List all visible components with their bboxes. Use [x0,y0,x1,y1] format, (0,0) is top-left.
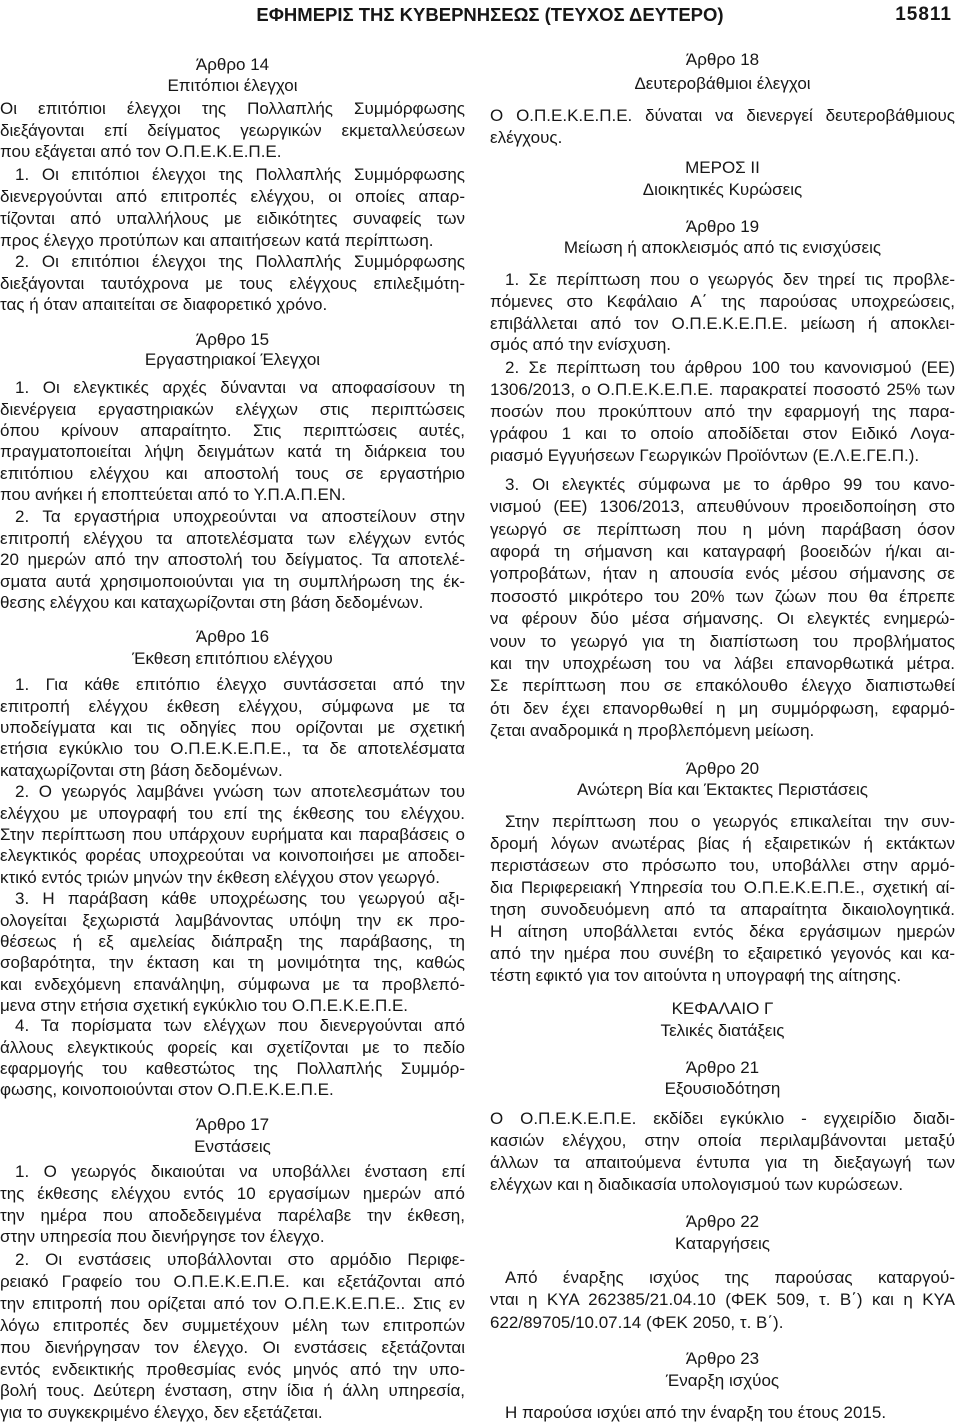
paragraph-line: 20 ημερών από την αποστολή του δείγματος. Τα αποτελέ- [0,550,465,570]
paragraph-line: 2. Οι επιτόπιοι έλεγχοι της Πολλαπλής Συμμόρφωσης [15,252,465,272]
paragraph [0,781,465,888]
paragraph-line: 1306/2013, ο Ο.Π.Ε.Κ.Ε.Π.Ε. παρακρατεί ποσοστό 25% των [490,380,955,399]
heading-title: Καταργήσεις [675,1234,770,1253]
paragraph-line: της έκθεσης ελέγχου εντός 10 εργασίμων ημερών από [0,1183,465,1203]
paragraph [490,1402,955,1424]
paragraph-line: Οι επιτόπιοι έλεγχοι της Πολλαπλής Συμμόρφωσης [0,99,465,119]
paragraph-line: Η αίτηση υποβάλλεται εντός δέκα εργάσιμων ημερών [490,922,955,941]
paragraph [490,1267,955,1335]
paragraph-line: 1. Οι ελεγκτικές αρχές δύνανται να αποφασίσουν τη [15,378,465,398]
paragraph-line: σματα αυτά χρησιμοποιούνται για τη συμπλήρωση της έκ- [0,571,465,591]
paragraph-line: λόγω επιτροπές δεν συμμετέχουν μέλη των επιτροπών [0,1315,465,1335]
gazette-title: ΕΦΗΜΕΡΙΣ ΤΗΣ ΚΥΒΕΡΝΗΣΕΩΣ (ΤΕΥΧΟΣ ΔΕΥΤΕΡΟ) [256,4,724,25]
paragraph-line: πόμενες στο Κεφάλαιο Α΄ της παρούσας υποχρεώσεις, [490,291,955,311]
paragraph-line: προς έλεγχο προτύπων και απαιτήσεων κατά περίπτωση. [0,231,434,250]
section-heading [490,216,955,258]
paragraph-line: Η παρούσα ισχύει από την έναρξη του έτους 2015. [505,1403,887,1422]
paragraph-line: Ο Ο.Π.Ε.Κ.Ε.Π.Ε. δύναται να διενεργεί δευτεροβάθμιους [490,106,955,125]
paragraph-line: ριασμό Εγγυήσεων Γεωργικών Προϊόντων (Ε.Λ.Ε.ΓΕ.Π.). [490,446,920,465]
paragraph-line: 2. Ο γεωργός λαμβάνει γνώση των αποτελεσμάτων του [15,782,465,802]
paragraph-line: εντός ενδεικτικής προθεσμίας ενός μηνός από την υπο- [0,1359,465,1379]
paragraph-line: 1. Σε περίπτωση που ο γεωργός δεν τηρεί τις προβλε- [505,270,955,290]
paragraph-line: όπου κρίνουν απαραίτητο. Στις περιπτώσεις αυτές, [0,421,465,441]
paragraph-line: δρομή λόγων ανωτέρας βίας ή εξαιρετικών ή εκτάκτων [490,834,955,853]
paragraph-line: 622/89705/10.07.14 (ΦΕΚ 2050, τ. Β΄). [490,1312,784,1332]
heading-number: Άρθρο 18 [685,50,760,69]
paragraph-line: περιστάσεων στο πρόσωπο του, υποβάλλει στην αρμό- [490,856,955,875]
paragraph [0,506,465,614]
paragraph-line: άλλων τα απαιτούμενα έντυπα για τη διεξαγωγή των [490,1153,955,1172]
paragraph-line: σοβαρότητα, την έκταση και τη μονιμότητα της, καθώς [0,953,465,973]
heading-number: ΜΕΡΟΣ ΙΙ [685,158,760,177]
paragraph-line: άλλους ελεγκτικούς φορείς και σχετίζονται με το πεδίο [0,1037,465,1057]
paragraph [490,811,955,987]
paragraph-line: ετήσια εγκύκλιο του Ο.Π.Ε.Κ.Ε.Π.Ε., τα δε αποτελέσματα [0,739,465,759]
heading-title: Έναρξη ισχύος [665,1371,780,1390]
heading-title: Δευτεροβάθμιοι έλεγχοι [634,74,811,93]
section-heading [490,48,955,96]
paragraph-line: και την υποχρέωση του να λάβει επανορθωτικά μέτρα. [490,653,955,673]
paragraph [490,1108,955,1196]
paragraph-line: που ανήκει ή εποπτεύεται από το Υ.Π.Α.Π.ΕΝ. [0,485,346,505]
paragraph-line: νισμού (ΕΕ) 1306/2013, απευθύνουν προειδοποίηση στο [490,497,955,517]
paragraph-line: τηση συνοδευόμενη από τα απαραίτητα δικαιολογητικά. [490,900,955,919]
heading-title: Έκθεση επιτόπιου ελέγχου [132,649,333,668]
paragraph [0,888,465,1016]
paragraph-line: ελέγχους. [490,128,563,147]
paragraph-line: ζεται αναδρομικά η προβλεπόμενη μείωση. [490,721,815,741]
paragraph-line: ελέγχων και η διαδικασία υπολογισμού των κυρώσεων. [490,1175,904,1194]
paragraph-line: κασιών ελέγχου, στην οποία περιλαμβάνονται μεταξύ [490,1131,955,1150]
heading-number: Άρθρο 23 [685,1349,760,1368]
paragraph-line: ποσών που προκύπτουν από την εφαρμογή της παρα- [490,402,955,421]
paragraph-line: ποσοστό μικρότερο του 20% των ζώων που θα έπρεπε [490,586,955,606]
paragraph-line: γοπροβάτων, ήταν η απουσία ενός μέσου σήμανσης σε [490,564,955,584]
paragraph-line: για το συγκεκριμένο έλεγχο, δεν εξετάζεται. [0,1403,323,1423]
paragraph-line: τέστη εφικτό για τον αιτούντα η υπογραφή της αίτησης. [490,966,902,985]
paragraph [0,1249,465,1424]
heading-title: Μείωση ή αποκλεισμός από τις ενισχύσεις [563,237,882,257]
paragraph-line: 1. Οι επιτόπιοι έλεγχοι της Πολλαπλής Συμμόρφωσης [15,165,465,184]
paragraph-line: επιτόπιου ελέγχου και αποστολή τους σε εργαστήριο [0,463,465,483]
paragraph-line: Στην περίπτωση που υπάρχουν ευρήματα και παραβάσεις ο [0,825,465,845]
paragraph-line: 2. Τα εργαστήρια υποχρεούνται να αποστείλουν στην [15,507,465,527]
paragraph [490,269,955,356]
paragraph-line: στην υπηρεσία που διενήργησε τον έλεγχο. [0,1227,325,1247]
paragraph-line: νται η ΚΥΑ 262385/21.04.10 (ΦΕΚ 509, τ. Β΄) και η ΚΥΑ [490,1290,955,1310]
section-heading [0,54,465,96]
paragraph-line: διενέργεια εργαστηριακών ελέγχων στις περιπτώσεις [0,399,465,419]
paragraph-line: υποδείγματα και τις οδηγίες που ορίζονται με σχετική [0,718,465,738]
paragraph [0,164,465,252]
heading-title: Επιτόπιοι έλεγχοι [167,75,298,95]
paragraph-line: εφαρμογής του καθεστώτος της Πολλαπλής Συμμόρ- [0,1059,465,1079]
paragraph-line: κτικό εντός τριών μηνών την έκθεση ελέγχου στον γεωργό. [0,867,440,887]
paragraph-line: ρειακό Γραφείο του Ο.Π.Ε.Κ.Ε.Π.Ε. και εξετάζονται από [0,1271,465,1291]
paragraph-line: ελέγχου με υπογραφή του επί της έκθεσης του ελέγχου. [0,803,465,823]
paragraph [0,98,465,163]
paragraph-line: φωσης, κοινοποιούνται στον Ο.Π.Ε.Κ.Ε.Π.Ε. [0,1080,334,1100]
heading-title: Εξουσιοδότηση [664,1078,781,1098]
heading-number: Άρθρο 16 [195,627,270,646]
paragraph-line: 1. Για κάθε επιτόπιο έλεγχο συντάσσεται από την [15,675,465,695]
paragraph-line: βολή τους. Δεύτερη ένσταση, στην ίδια ή άλλη υπηρεσία, [0,1381,465,1401]
paragraph-line: ότι δεν έχει επανορθωθεί η μη συμμόρφωση, εφαρμό- [490,698,955,718]
section-heading [490,998,955,1042]
paragraph-line: θέσεως ή εξ αμελείας διάπραξη της παράβασης, τη [0,932,465,952]
paragraph-line: θεσης ελέγχου και καταχωρίζονται στη βάση δεδομένων. [0,593,424,613]
paragraph-line: από την ημέρα που συνέβη το εξαιρετικό γεγονός και κα- [490,944,955,963]
heading-title: Ανώτερη Βία και Έκτακτες Περιστάσεις [577,779,868,799]
heading-number: ΚΕΦΑΛΑΙΟ Γ [671,999,774,1018]
paragraph-line: επιτροπή ελέγχου τα αποτελέσματα των ελέγχων εντός [0,528,465,548]
heading-number: Άρθρο 14 [195,54,270,74]
paragraph [0,1161,465,1248]
heading-title: Ενστάσεις [194,1137,271,1156]
heading-title: Διοικητικές Κυρώσεις [642,180,803,199]
paragraph [0,1015,465,1101]
section-heading [490,758,955,800]
paragraph [490,105,955,149]
heading-number: Άρθρο 21 [685,1057,760,1077]
section-heading [0,1114,465,1158]
paragraph-line: και ενδεχόμενη επανάληψη, σύμφωνα με τα προβλεπό- [0,974,465,994]
section-heading [490,1211,955,1255]
paragraph-line: Σε περίπτωση που σε επακόλουθο έλεγχο διαπιστωθεί [490,676,955,696]
paragraph-line: πραγματοποιείται λήψη δειγμάτων κατά τη διάρκεια του [0,442,465,462]
paragraph [490,474,955,743]
paragraph [0,377,465,505]
heading-number: Άρθρο 22 [685,1212,760,1231]
paragraph-line: νουν το γεωργό για τη διαπίστωση του προβλήματος [490,631,955,651]
paragraph-line: 3. Οι ελεγκτές σύμφωνα με το άρθρο 99 του κανο- [505,474,955,494]
paragraph-line: Στην περίπτωση που ο γεωργός επικαλείται την συν- [505,812,955,831]
paragraph-line: τίζονται από υπαλλήλους με ειδικότητες συναφείς των [0,209,465,228]
section-heading [490,1057,955,1099]
paragraph [490,357,955,467]
paragraph-line: Ο Ο.Π.Ε.Κ.Ε.Π.Ε. εκδίδει εγκύκλιο - εγχειρίδιο διαδι- [490,1109,955,1128]
section-heading [0,330,465,371]
heading-title: Τελικές διατάξεις [660,1021,785,1040]
paragraph-line: που εξάγεται από τον Ο.Π.Ε.Κ.Ε.Π.Ε. [0,142,282,162]
section-heading [490,1348,955,1392]
paragraph [0,251,465,316]
heading-number: Άρθρο 20 [685,758,760,778]
paragraph-line: ελεγκτικός φορέας υποχρεούται να κοινοποιήσει με αποδει- [0,846,465,866]
paragraph-line: να φέρουν δύο μέσα σήμανσης. Οι ελεγκτές ενημερώ- [490,609,955,629]
heading-title: Εργαστηριακοί Έλεγχοι [144,350,321,370]
right-column [490,0,955,1425]
paragraph-line: που διενήργησαν τον έλεγχο. Οι ενστάσεις εξετάζονται [0,1337,465,1357]
paragraph-line: διεξάγονται ταυτόχρονα με τους ελέγχους επιλεξιμότη- [0,273,465,293]
paragraph-line: διενεργούνται από επιτροπές ελέγχου, οι οποίες απαρ- [0,187,465,206]
heading-number: Άρθρο 15 [195,329,270,349]
heading-number: Άρθρο 19 [685,216,760,236]
paragraph-line: 4. Τα πορίσματα των ελέγχων που διενεργούνται από [15,1016,465,1036]
paragraph-line: μενα στην ετήσια σχετική εγκύκλιο του Ο.Π.Ε.Κ.Ε.Π.Ε. [0,996,409,1016]
paragraph-line: 2. Σε περίπτωση του άρθρου 100 του κανονισμού (ΕΕ) [505,358,955,377]
paragraph-line: 1. Ο γεωργός δικαιούται να υποβάλλει ένσταση επί [15,1162,465,1182]
left-column [0,0,465,1425]
paragraph-line: Από έναρξης ισχύος της παρούσας καταργού- [505,1267,955,1287]
section-heading [0,626,465,670]
paragraph-line: την επιτροπή που ορίζεται από τον Ο.Π.Ε.Κ.Ε.Π.Ε.. Στις εν [0,1293,465,1313]
paragraph-line: σμός από την ενίσχυση. [490,335,672,355]
paragraph-line: 2. Οι ενστάσεις υποβάλλονται στο αρμόδιο Περιφε- [15,1250,465,1270]
paragraph-line: τας ή όταν απαιτείται σε διαφορετικό χρόνο. [0,295,328,315]
paragraph-line: γεωργό σε περίπτωση που η μόνη παράβαση όσον [490,519,955,539]
paragraph-line: επιτροπή ελέγχου έκθεση ελέγχου, σύμφωνα με τα [0,696,465,716]
paragraph-line: διεξάγονται επί δείγματος γεωργικών εκμεταλλεύσεων [0,120,465,140]
paragraph [0,674,465,781]
paragraph-line: επιβάλλεται από τον Ο.Π.Ε.Κ.Ε.Π.Ε. μείωση ή αποκλει- [490,313,955,333]
paragraph-line: δια Περιφερειακή Υπηρεσία του Ο.Π.Ε.Κ.Ε.Π.Ε., σχετική αί- [490,878,955,897]
heading-number: Άρθρο 17 [195,1115,270,1134]
paragraph-line: γράφου 1 και το οποίο αποδίδεται στον Ειδικό Λογα- [490,424,955,443]
paragraph-line: καταχωρίζονται στη βάση δεδομένων. [0,760,283,780]
page-number: 15811 [895,4,952,25]
paragraph-line: 3. Η παράβαση κάθε υποχρέωσης του γεωργού αξι- [15,889,465,909]
paragraph-line: την ημέρα που αποδεδειγμένα παρέλαβε την έκθεση, [0,1205,465,1225]
paragraph-line: ολογείται ξεχωριστά λαμβάνοντας υπόψη την εκ προ- [0,910,465,930]
section-heading [490,157,955,201]
paragraph-line: αφορά τη σήμανση και καταγραφή βοοειδών ή/και αι- [490,541,955,561]
